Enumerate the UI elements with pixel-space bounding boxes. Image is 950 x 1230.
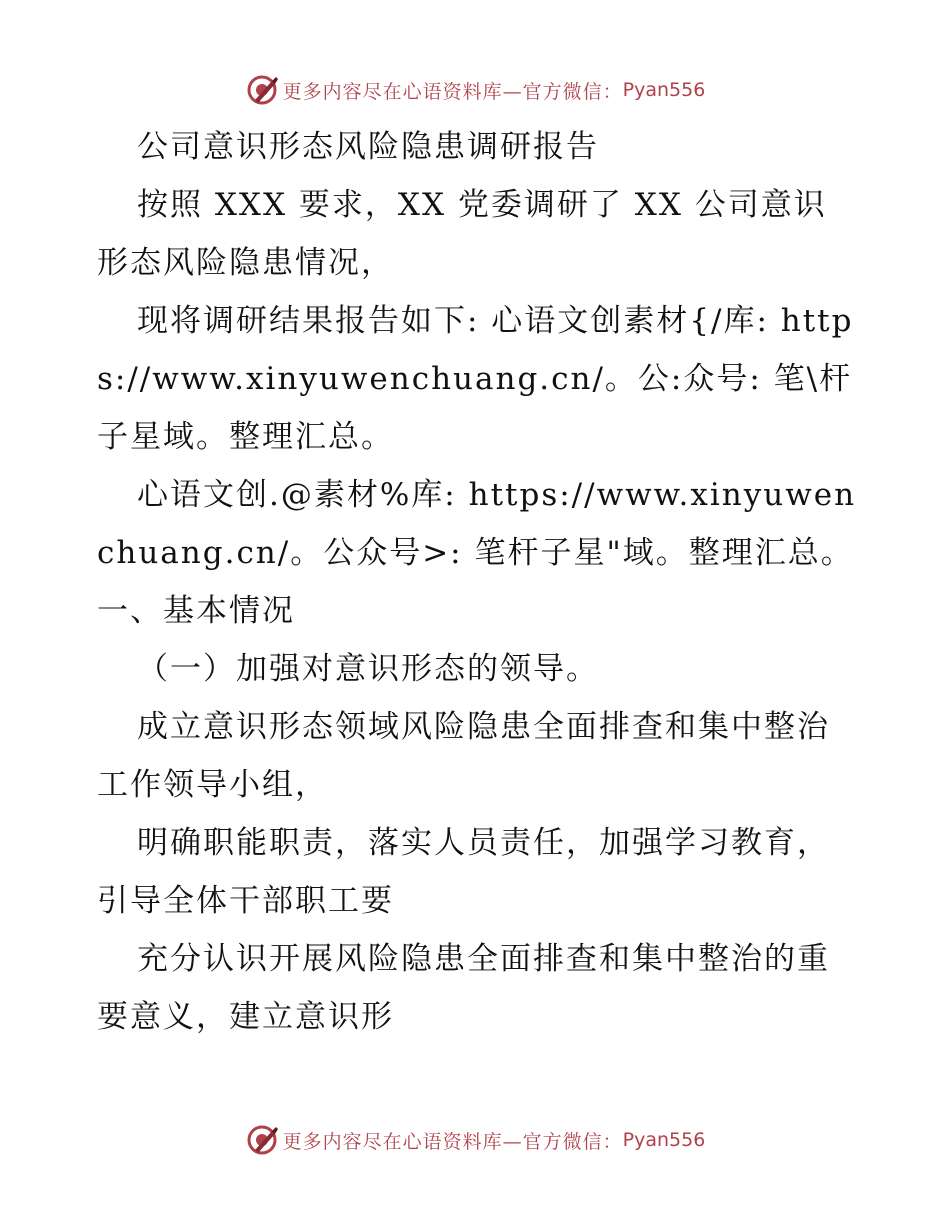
footer-banner (0, 1120, 950, 1160)
paragraph: 现将调研结果报告如下: 心语文创素材{/库: https://www.xinyuwenchuang.cn/。公:众号: 笔\杆子星域。整理汇总。 (97, 303, 854, 455)
paragraph: 充分认识开展风险隐患全面排查和集中整治的重要意义，建立意识形 (97, 941, 830, 1035)
pen-logo-icon (245, 1123, 279, 1157)
paragraph: 按照 XXX 要求，XX 党委调研了 XX 公司意识形态风险隐患情况， (97, 187, 827, 281)
footer-banner-text: 更多内容尽在心语资料库—官方微信： (282, 1130, 623, 1153)
footer-banner-handle: Pyan556 (622, 1129, 706, 1151)
paragraph: 明确职能职责，落实人员责任，加强学习教育，引导全体干部职工要 (97, 825, 830, 919)
header-banner-text: 更多内容尽在心语资料库—官方微信： (282, 80, 623, 103)
header-banner-handle: Pyan556 (622, 79, 706, 101)
paragraph: 成立意识形态领域风险隐患全面排查和集中整治工作领导小组， (97, 709, 830, 803)
document-title: 公司意识形态风险隐患调研报告 (137, 129, 599, 165)
section-heading: （一）加强对意识形态的领导。 (137, 651, 599, 687)
header-banner (0, 70, 950, 110)
pen-logo-icon (245, 73, 279, 107)
paragraph: 心语文创.@素材%库: https://www.xinyuwenchuang.cn/。公众号>: 笔杆子星"域。整理汇总。一、基本情况 (97, 477, 857, 629)
document-body (97, 118, 857, 1046)
